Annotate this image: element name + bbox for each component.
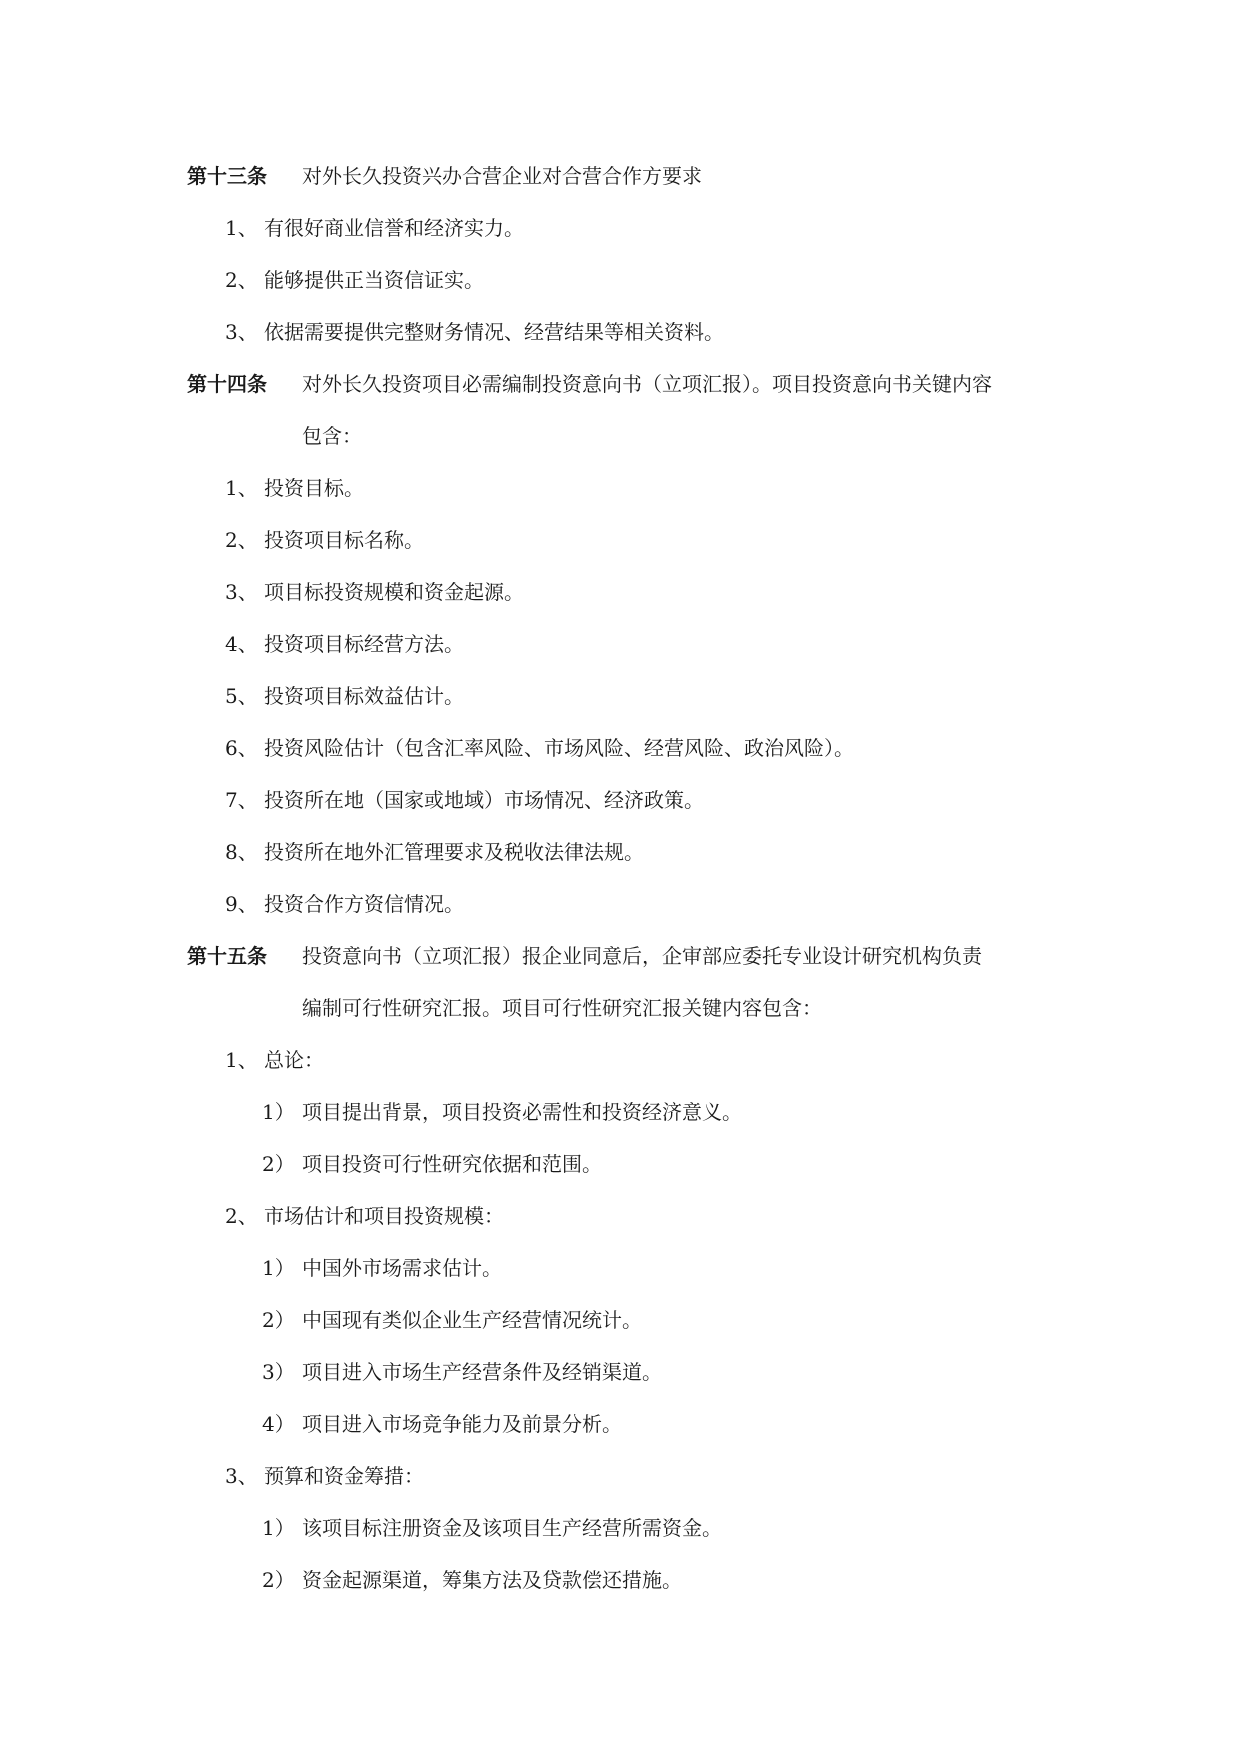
section-3-sub-2-number: 2） xyxy=(262,1568,295,1592)
section-2-sub-4-number: 4） xyxy=(262,1412,295,1436)
article-14-item-5-number: 5、 xyxy=(225,684,258,708)
section-1-sub-2-number: 2） xyxy=(262,1152,295,1176)
section-1-sub-2-text: 项目投资可行性研究依据和范围。 xyxy=(302,1152,602,1176)
article-13-item-2-text: 能够提供正当资信证实。 xyxy=(264,268,484,292)
article-13-text: 对外长久投资兴办合营企业对合营合作方要求 xyxy=(302,164,702,188)
section-3-sub-1-number: 1） xyxy=(262,1516,295,1540)
article-14-heading: 第十四条 xyxy=(187,372,267,396)
article-14-item-2-text: 投资项目标名称。 xyxy=(264,528,424,552)
article-14-item-7-text: 投资所在地（国家或地域）市场情况、经济政策。 xyxy=(264,788,704,812)
article-14-item-9-number: 9、 xyxy=(225,892,258,916)
section-3-sub-2-text: 资金起源渠道，筹集方法及贷款偿还措施。 xyxy=(302,1568,682,1592)
article-13-heading: 第十三条 xyxy=(187,164,267,188)
section-2-sub-1-number: 1） xyxy=(262,1256,295,1280)
section-2-title: 市场估计和项目投资规模： xyxy=(264,1204,504,1228)
section-1-title: 总论： xyxy=(264,1048,324,1072)
section-2-sub-2-number: 2） xyxy=(262,1308,295,1332)
article-14-item-9-text: 投资合作方资信情况。 xyxy=(264,892,464,916)
article-14-item-4-text: 投资项目标经营方法。 xyxy=(264,632,464,656)
article-13-item-3-number: 3、 xyxy=(225,320,258,344)
section-3-number: 3、 xyxy=(225,1464,258,1488)
article-15-text-continued: 编制可行性研究汇报。项目可行性研究汇报关键内容包含： xyxy=(302,996,822,1020)
article-15-text: 投资意向书（立项汇报）报企业同意后，企审部应委托专业设计研究机构负责 xyxy=(302,944,982,968)
section-2-sub-3-number: 3） xyxy=(262,1360,295,1384)
article-14-item-1-number: 1、 xyxy=(225,476,258,500)
section-1-sub-1-number: 1） xyxy=(262,1100,295,1124)
section-2-sub-2-text: 中国现有类似企业生产经营情况统计。 xyxy=(302,1308,642,1332)
article-14-item-8-number: 8、 xyxy=(225,840,258,864)
section-2-number: 2、 xyxy=(225,1204,258,1228)
article-13-item-1-number: 1、 xyxy=(225,216,258,240)
section-1-number: 1、 xyxy=(225,1048,258,1072)
article-14-item-5-text: 投资项目标效益估计。 xyxy=(264,684,464,708)
article-14-text: 对外长久投资项目必需编制投资意向书（立项汇报）。项目投资意向书关键内容 xyxy=(302,372,992,396)
article-14-item-7-number: 7、 xyxy=(225,788,258,812)
article-14-item-6-text: 投资风险估计（包含汇率风险、市场风险、经营风险、政治风险）。 xyxy=(264,736,854,760)
article-14-item-6-number: 6、 xyxy=(225,736,258,760)
article-14-item-3-text: 项目标投资规模和资金起源。 xyxy=(264,580,524,604)
article-14-item-3-number: 3、 xyxy=(225,580,258,604)
article-14-item-4-number: 4、 xyxy=(225,632,258,656)
article-14-text-continued: 包含： xyxy=(302,424,362,448)
article-14-item-2-number: 2、 xyxy=(225,528,258,552)
article-13-item-2-number: 2、 xyxy=(225,268,258,292)
article-13-item-3-text: 依据需要提供完整财务情况、经营结果等相关资料。 xyxy=(264,320,724,344)
section-1-sub-1-text: 项目提出背景，项目投资必需性和投资经济意义。 xyxy=(302,1100,742,1124)
section-3-title: 预算和资金筹措： xyxy=(264,1464,424,1488)
section-3-sub-1-text: 该项目标注册资金及该项目生产经营所需资金。 xyxy=(302,1516,722,1540)
article-15-heading: 第十五条 xyxy=(187,944,267,968)
section-2-sub-1-text: 中国外市场需求估计。 xyxy=(302,1256,502,1280)
article-14-item-1-text: 投资目标。 xyxy=(264,476,364,500)
section-2-sub-4-text: 项目进入市场竞争能力及前景分析。 xyxy=(302,1412,622,1436)
article-14-item-8-text: 投资所在地外汇管理要求及税收法律法规。 xyxy=(264,840,644,864)
section-2-sub-3-text: 项目进入市场生产经营条件及经销渠道。 xyxy=(302,1360,662,1384)
article-13-item-1-text: 有很好商业信誉和经济实力。 xyxy=(264,216,524,240)
